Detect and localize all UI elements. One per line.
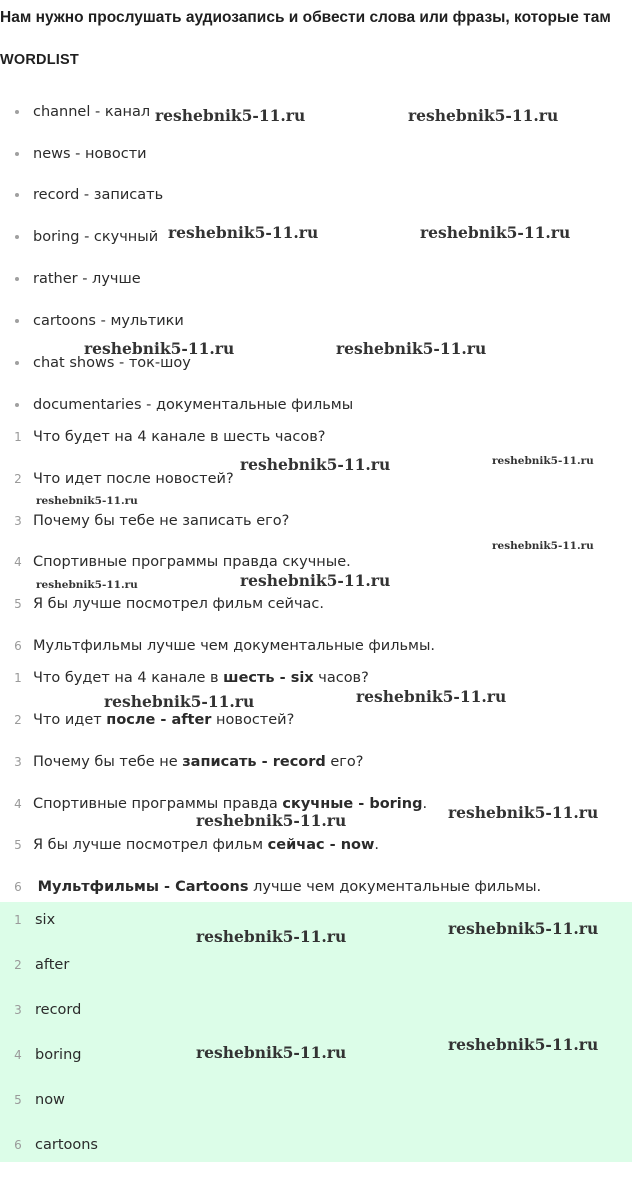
watermark: reshebnik5-11.ru xyxy=(448,803,599,822)
answer-highlight: скучные - boring xyxy=(282,796,423,812)
watermark: reshebnik5-11.ru xyxy=(240,571,391,590)
list-number: 1 xyxy=(14,430,22,444)
page-title: Нам нужно прослушать аудиозапись и обвести слова или фразы, которые там xyxy=(0,9,611,26)
bullet-icon xyxy=(15,193,19,197)
answers-panel: 1 six 2 after 3 record 4 boring 5 now 6 cartoons xyxy=(0,902,632,1162)
list-number: 1 xyxy=(14,913,22,927)
list-number: 2 xyxy=(14,958,22,972)
watermark: reshebnik5-11.ru xyxy=(196,1043,347,1062)
list-number: 2 xyxy=(14,713,22,727)
list-number: 3 xyxy=(14,1003,22,1017)
list-number: 1 xyxy=(14,671,22,685)
watermark: reshebnik5-11.ru xyxy=(448,1035,599,1054)
watermark: reshebnik5-11.ru xyxy=(492,540,594,552)
list-number: 5 xyxy=(14,838,22,852)
list-number: 2 xyxy=(14,472,22,486)
watermark: reshebnik5-11.ru xyxy=(196,927,347,946)
watermark: reshebnik5-11.ru xyxy=(36,579,138,591)
watermark: reshebnik5-11.ru xyxy=(84,339,235,358)
list-number: 4 xyxy=(14,1048,22,1062)
watermark: reshebnik5-11.ru xyxy=(168,223,319,242)
list-number: 5 xyxy=(14,597,22,611)
list-number: 6 xyxy=(14,1138,22,1152)
bullet-icon xyxy=(15,403,19,407)
bullet-icon xyxy=(15,319,19,323)
bullet-icon xyxy=(15,152,19,156)
wordlist-heading: WORDLIST xyxy=(0,52,79,68)
page: Нам нужно прослушать аудиозапись и обвести слова или фразы, которые там WORDLIST channel - канал news - новости record - записать boring - скучный rather - лучше cartoons - мультики chat shows - ток-шоу documentaries - документальные фильмы 1 Что будет на 4 канале в шесть часов? 2 Что идет после новостей? 3 Почему бы тебе не записать его? 4 Спортивные программы правда скучные. 5 Я бы лучше посмотрел фильм сейчас. 6 Мультфильмы лучше чем документальные фильмы. 1 Что будет на 4 канале в шесть - six часов? 2 Что идет после - after новостей? 3 Почему бы тебе не записать - record его? 4 Спортивные программы правда скучные - boring. 5 Я бы лучше посмотрел фильм сейчас - now. 6 Мультфильмы - Cartoons лучше чем документальные фильмы. 1 six 2 after 3 record 4 boring 5 now 6 cartoons reshebnik5-11.ru reshebnik5-11.ru reshebnik5-11.ru reshebnik5-11.ru reshebnik5-11.ru reshebnik5-11.ru reshebnik5-11.ru reshebnik5-11.ru reshebnik5-11.ru reshebnik5-11.ru reshebnik5-11.ru reshebnik5-11.ru reshebnik5-11.ru reshebnik5-11.ru reshebnik5-11.ru reshebnik5-11.ru reshebnik5-11.ru reshebnik5-11.ru reshebnik5-11.ru reshebnik5-11.ru xyxy=(0,0,632,1195)
watermark: reshebnik5-11.ru xyxy=(336,339,487,358)
list-number: 6 xyxy=(14,639,22,653)
watermark: reshebnik5-11.ru xyxy=(356,687,507,706)
watermark: reshebnik5-11.ru xyxy=(104,692,255,711)
watermark: reshebnik5-11.ru xyxy=(420,223,571,242)
bullet-icon xyxy=(15,361,19,365)
list-number: 5 xyxy=(14,1093,22,1107)
list-number: 4 xyxy=(14,797,22,811)
answer-highlight: сейчас - now xyxy=(267,837,375,853)
list-number: 3 xyxy=(14,514,22,528)
list-number: 4 xyxy=(14,555,22,569)
watermark: reshebnik5-11.ru xyxy=(240,455,391,474)
watermark: reshebnik5-11.ru xyxy=(492,455,594,467)
answer-highlight: шесть - six xyxy=(223,670,314,686)
bullet-icon xyxy=(15,277,19,281)
list-number: 6 xyxy=(14,880,22,894)
answer-highlight: Мультфильмы - Cartoons xyxy=(37,879,249,895)
bullet-icon xyxy=(15,235,19,239)
watermark: reshebnik5-11.ru xyxy=(36,495,138,507)
bullet-icon xyxy=(15,110,19,114)
watermark: reshebnik5-11.ru xyxy=(196,811,347,830)
watermark: reshebnik5-11.ru xyxy=(155,106,306,125)
watermark: reshebnik5-11.ru xyxy=(408,106,559,125)
watermark: reshebnik5-11.ru xyxy=(448,919,599,938)
list-number: 3 xyxy=(14,755,22,769)
answer-highlight: записать - record xyxy=(182,754,326,770)
answer-highlight: после - after xyxy=(106,712,212,728)
